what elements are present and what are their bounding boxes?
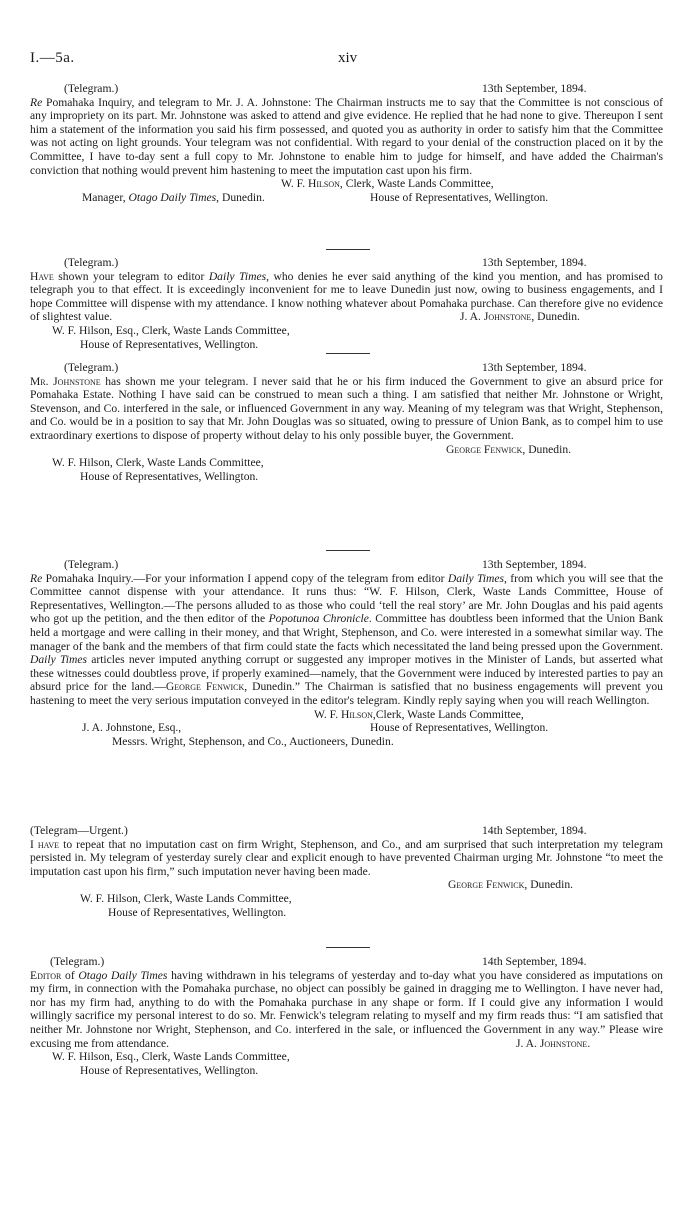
telegram-date: 13th September, 1894. bbox=[482, 558, 587, 571]
sender-signature: W. F. Hilson,Clerk, Waste Lands Committee, bbox=[314, 707, 524, 721]
telegram-body: Editor of Otago Daily Times having withdrawn in his telegrams of yesterday and to-day what you have considered as imputations on my firm, in connection with the Pomahaka purchase, no object can possibly be gained in dragging me to Wellington. I have never had, nor has my firm had, anything to do with the Pomahaka purchase in any shape or form. If I could give any information I would willingly sacrifice my personal interest to do so. Mr. Fenwick's telegram relating to myself and my firm reads thus: “I am satisfied that neither Mr. Johnstone nor Wright, Stephenson, and Co. interfered in the sale, or influenced the Government in any way.” Please wire excusing me from attendance. bbox=[30, 968, 663, 1050]
cc-line: Messrs. Wright, Stephenson, and Co., Auctioneers, Dunedin. bbox=[112, 734, 394, 748]
sender-signature: W. F. Hilson, Clerk, Waste Lands Committee, bbox=[281, 177, 494, 191]
divider bbox=[326, 249, 370, 250]
addressee: Manager, Otago Daily Times, Dunedin. bbox=[82, 190, 265, 204]
sender-signature: J. A. Johnstone, Dunedin. bbox=[460, 310, 580, 324]
divider bbox=[326, 550, 370, 551]
telegram-label: (Telegram—Urgent.) bbox=[30, 824, 128, 837]
telegram-label: (Telegram.) bbox=[64, 558, 119, 571]
telegram-2 bbox=[30, 256, 663, 351]
telegram-label: (Telegram.) bbox=[64, 361, 119, 374]
telegram-body: Mr. Johnstone has shown me your telegram. I never said that he or his firm induced the Government to give an absurd price for Pomahaka Estate. Nothing I have said can be construed to mean such a thing. I am satisfied that neither Mr. Johnstone or Wright, Stevenson, and Co. interfered in the sale, or influenced Government in any way. Meaning of my telegram was that Wright, Stephenson, and Co. would be in a position to say that Mr. John Douglas was so situated, owing to pressure of Union Bank, as to compel him to use extraordinary exertions to dispose of property without delay to his only possible buyer, the Government. bbox=[30, 374, 663, 442]
addressee-line-2: House of Representatives, Wellington. bbox=[80, 469, 259, 483]
document-reference: I.—5a. bbox=[30, 50, 75, 66]
telegram-date: 13th September, 1894. bbox=[482, 361, 587, 374]
sender-signature: J. A. Johnstone. bbox=[516, 1036, 591, 1050]
house-line: House of Representatives, Wellington. bbox=[370, 190, 549, 204]
addressee-line-1: W. F. Hilson, Clerk, Waste Lands Committee, bbox=[80, 891, 292, 905]
telegram-4 bbox=[30, 558, 663, 748]
telegram-date: 13th September, 1894. bbox=[482, 82, 587, 95]
addressee-line-2: House of Representatives, Wellington. bbox=[108, 905, 287, 919]
addressee-line-1: W. F. Hilson, Clerk, Waste Lands Committee, bbox=[52, 456, 264, 470]
divider bbox=[326, 353, 370, 354]
house-line: House of Representatives, Wellington. bbox=[370, 721, 549, 735]
telegram-3 bbox=[30, 361, 663, 483]
telegram-label: (Telegram.) bbox=[64, 256, 119, 269]
addressee-line-2: House of Representatives, Wellington. bbox=[80, 1063, 259, 1077]
sender-signature: George Fenwick, Dunedin. bbox=[448, 878, 574, 892]
telegram-date: 14th September, 1894. bbox=[482, 955, 587, 968]
telegram-label: (Telegram.) bbox=[50, 955, 105, 968]
telegram-body: Have shown your telegram to editor Daily Times, who denies he ever said anything of the kind you mention, and has promised to telegraph you to that effect. It is exceedingly inconvenient for me to leave Dunedin just now, owing to business engagements, and I hope Committee will dispense with my attendance. I know nothing whatever about Pomahaka purchase. Can therefore give no evidence of slightest value. bbox=[30, 269, 663, 324]
addressee-line-2: House of Representatives, Wellington. bbox=[80, 337, 259, 351]
divider bbox=[326, 947, 370, 948]
page-number: xiv bbox=[338, 50, 358, 66]
sender-signature: George Fenwick, Dunedin. bbox=[446, 442, 572, 456]
telegram-body: Re Pomahaka Inquiry.—For your information I append copy of the telegram from editor Daily Times, from which you will see that the Committee cannot dispense with your attendance. It runs thus: “W. F. Hilson, Clerk, Waste Lands Committee, House of Representatives, Wellington.—The persons alluded to as those who could ‘tell the real story’ are Mr. John Douglas and his paid agents who got up the petition, and the then editor of the Popotunoa Chronicle. Committee has doubtless been informed that the Union Bank held a mortgage and were calling in their money, and that Wright, Stephenson, and Co. were interested in a somewhat similar way. The manager of the bank and the members of that firm could state the facts which necessitated the land being pressed upon the Government. Daily Times articles never imputed anything corrupt or suggested any improper motives in the Minister of Lands, but asserted what these witnesses could doubtless prove, if properly examined—namely, that the Government were induced by interested parties to pay an absurd price for the land.—George Fenwick, Dunedin.” The Chairman is satisfied that no business engagements will prevent you hastening to meet the very serious imputation conveyed in the editor's telegram. Kindly reply saying when you will reach Wellington. bbox=[30, 571, 664, 707]
addressee-line-1: W. F. Hilson, Esq., Clerk, Waste Lands Committee, bbox=[52, 323, 290, 337]
telegram-6 bbox=[30, 955, 663, 1077]
telegram-label: (Telegram.) bbox=[64, 82, 119, 95]
telegram-1 bbox=[30, 82, 663, 204]
telegram-5 bbox=[30, 824, 663, 919]
addressee: J. A. Johnstone, Esq., bbox=[82, 721, 182, 735]
telegram-date: 14th September, 1894. bbox=[482, 824, 587, 837]
telegram-body: I have to repeat that no imputation cast on firm Wright, Stephenson, and Co., and am surprised that such interpretation my telegram persisted in. My telegram of yesterday surely clear and explicit enough to have prevented Chairman urging Mr. Johnstone “to meet the imputation cast upon his firm,” such imputation never having been made. bbox=[30, 837, 663, 878]
addressee-line-1: W. F. Hilson, Esq., Clerk, Waste Lands Committee, bbox=[52, 1050, 290, 1064]
telegram-body: Re Pomahaka Inquiry, and telegram to Mr. J. A. Johnstone: The Chairman instructs me to say that the Committee is not conscious of any impropriety on its part. Mr. Johnstone was asked to attend and give evidence. He replied that he had none to give. Thereupon I sent him a statement of the information you said his firm possessed, and quoted you as authority in order to satisfy him that the Committee was not acting on light grounds. Your telegram was not confidential. With regard to your denial of the construction placed on it by the Committee, I have to-day sent a full copy to Mr. Johnstone to enable him to judge for himself, and have added the Chairman's conviction that nothing would prevent him hastening to meet the imputation cast upon his firm. bbox=[30, 95, 663, 177]
telegram-date: 13th September, 1894. bbox=[482, 256, 587, 269]
